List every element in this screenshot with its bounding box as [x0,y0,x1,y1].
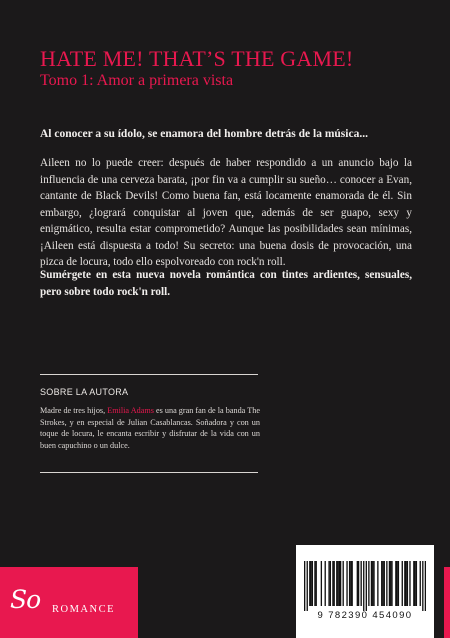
author-bio [40,405,260,451]
barcode-bar [325,561,326,606]
isbn-digits: 9 782390 454090 [317,610,413,621]
barcode-bar [391,561,392,606]
barcode-bar [422,561,423,611]
barcode-bar [368,561,369,606]
book-subtitle: Tomo 1: Amor a primera vista [40,72,234,89]
barcode-bar [357,561,358,606]
barcode-bar [328,561,329,606]
author-divider-top [40,374,258,375]
barcode-bar [337,561,338,606]
barcode-bar [413,561,414,606]
closing-line: Sumérgete en esta nueva novela romántica con tintes ardientes, sensuales, pero sobre todo rock'n roll. [40,269,412,298]
barcode-bar [395,561,396,606]
barcode-bar [366,561,367,611]
accent-edge-bar [444,567,450,638]
barcode-bar [382,561,383,606]
barcode-bar [309,561,310,606]
barcode-bar [346,561,347,606]
barcode-bar [416,561,417,606]
barcode-bar [304,561,305,611]
barcode-bar [402,561,403,606]
book-title: HATE ME! THAT’S THE GAME! [40,46,354,71]
barcode-bar [358,561,359,606]
barcode-bar [373,561,374,606]
barcode-bar [381,561,382,606]
barcode-bar [334,561,335,606]
barcode-bar [330,561,331,606]
barcode-bar [407,561,408,606]
barcode-bar [343,561,344,606]
author-heading: SOBRE LA AUTORA [40,387,129,397]
barcode-panel [296,545,434,638]
publisher-logo [0,567,138,638]
barcode-bar [409,561,410,606]
barcode-bar [398,561,399,606]
barcode-bar [314,561,315,606]
barcode-image [304,561,426,611]
barcode-bar [404,561,405,606]
barcode-bar [336,561,337,606]
barcode-bar [389,561,390,606]
barcode-bar [310,561,311,606]
barcode-bar [312,561,313,606]
synopsis: Aileen no lo puede creer: después de haber respondido a un anuncio bajo la influencia de una cerveza barata, ¡por fin va a cumplir su sueño… conocer a Evan, cantante de Black Devils! Como buena fan, está locamente enamorada de él. Sin embargo, ¿logrará conquistar al joven que, además de ser guapo, sexy y enigmático, resulta estar comprometido? Aunque las posibilidades sean mínimas, ¡Aileen está dispuesta a todo! Su secreto: una buena dosis de provocación, una pizca de locura, todo ello espolvoreado con rock'n roll. [40,157,412,268]
barcode-bar [414,561,415,606]
barcode-bar [352,561,353,606]
barcode-bar [307,561,308,611]
barcode-bar [361,561,362,606]
barcode-bar [340,561,341,606]
author-bio-intro: Madre de tres hijos, [40,406,108,415]
barcode-bar [384,561,385,606]
logo-text: ROMANCE [52,604,116,615]
barcode-bar [405,561,406,606]
barcode-bar [396,561,397,606]
tagline: Al conocer a su ídolo, se enamora del hombre detrás de la música... [40,128,368,140]
barcode-bar [386,561,387,606]
barcode-bar [332,561,333,606]
barcode-bar [372,561,373,606]
author-divider-bottom [40,472,258,473]
barcode-bar [377,561,378,606]
author-bio-rest: es una gran fan de la banda The Strokes, y en especial de Julian Casablancas. Soñadora y con un toque de locura, le encanta escribir y disfrutar de la vida con un buen capuchino o un dulce. [40,406,260,450]
barcode-bar [316,561,317,606]
barcode-bar [339,561,340,606]
barcode-bar [350,561,351,606]
barcode-bar [363,561,364,611]
logo-mark: So [10,585,41,614]
barcode-bar [321,561,322,606]
barcode-bar [390,561,391,606]
barcode-bar [420,561,421,606]
barcode-bar [425,561,426,611]
author-name: Emilia Adams [107,406,154,415]
barcode-bar [371,561,372,606]
barcode-bar [349,561,350,606]
